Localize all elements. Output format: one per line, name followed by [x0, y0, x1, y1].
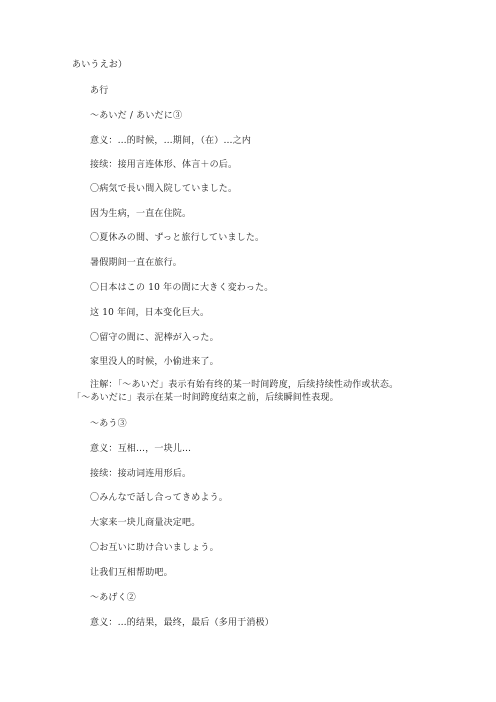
example-cn-5: 大家来一块儿商量决定吧。 [90, 518, 201, 528]
example-cn-1: 因为生病，一直在住院。 [90, 209, 192, 219]
example-jp-3: 〇日本はこの 10 年の間に大きく変わった。 [90, 283, 274, 293]
note-line-2: 「～あいだに」表示在某一时间跨度结束之前，后续瞬间性表现。 [72, 393, 339, 403]
entry-title-au: ～あう③ [90, 419, 127, 429]
entry-title-aida: ～あいだ / あいだに③ [90, 111, 183, 121]
example-jp-6: 〇お互いに助け合いましょう。 [90, 543, 219, 553]
entry-title-ageku: ～あげく② [90, 593, 137, 603]
example-cn-2: 暑假期间一直在旅行。 [90, 258, 183, 268]
example-jp-5: 〇みんなで話し合ってきめよう。 [90, 493, 229, 503]
entry-connection-au: 接续：接动词连用形后。 [90, 469, 192, 479]
example-jp-2: 〇夏休みの間、ずっと旅行していました。 [90, 233, 265, 243]
example-cn-3: 这 10 年间，日本变化巨大。 [90, 308, 210, 318]
entry-meaning-ageku: 意义：…的结果，最终，最后（多用于消极） [90, 618, 275, 628]
entry-connection-aida: 接续：接用言连体形、体言＋の后。 [90, 160, 238, 170]
example-jp-4: 〇留守の間に、泥棒が入った。 [90, 333, 219, 343]
section-heading-gojuon: あいうえお） [72, 60, 128, 70]
example-cn-4: 家里没人的时候，小偷进来了。 [90, 357, 219, 367]
example-jp-1: 〇病気で長い間入院していました。 [90, 184, 238, 194]
note-line-1: 注解：「～あいだ」表示有始有终的某一时间跨度，后续持续性动作或状态。 [90, 380, 399, 390]
row-heading-a: あ行 [90, 86, 109, 96]
entry-meaning-aida: 意义：…的时候，…期间，（在）…之内 [90, 136, 252, 146]
example-cn-6: 让我们互相帮助吧。 [90, 568, 173, 578]
entry-meaning-au: 意义：互相…，一块儿… [90, 444, 192, 454]
